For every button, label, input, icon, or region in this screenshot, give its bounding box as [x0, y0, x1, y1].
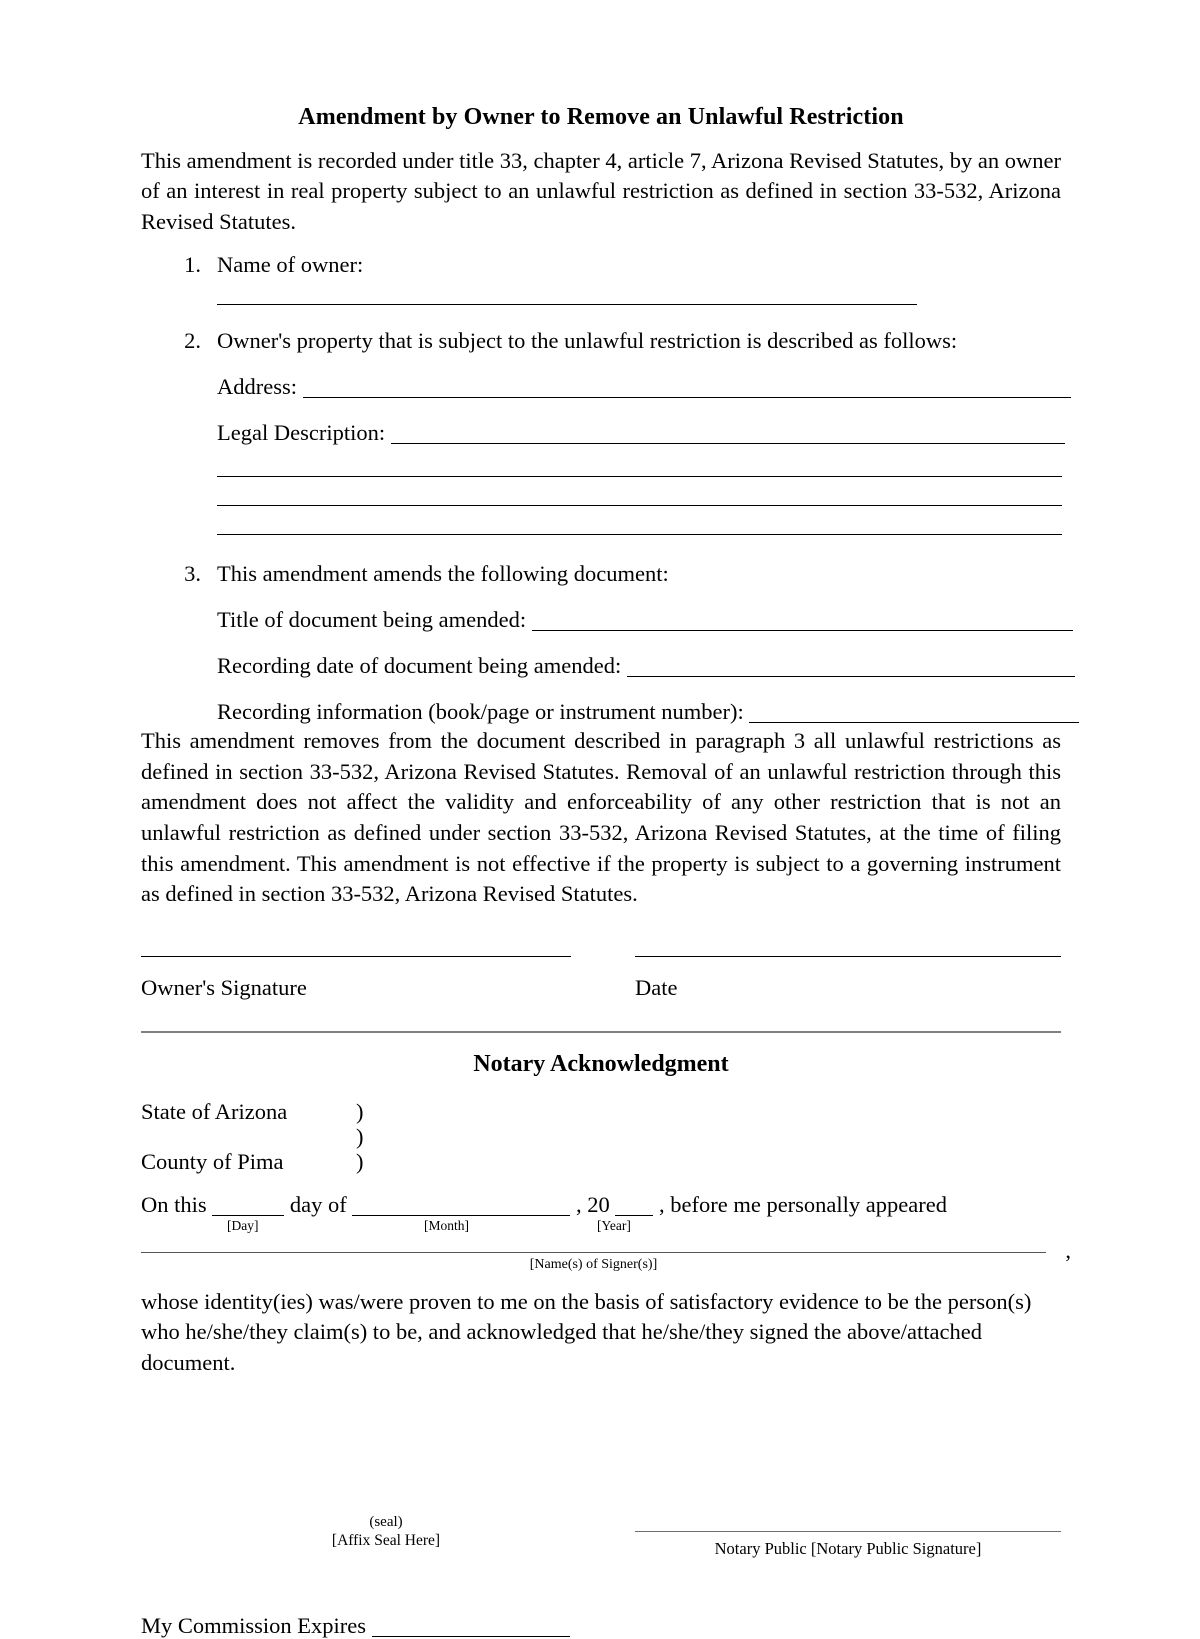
name-of-owner-input-line[interactable]: [217, 303, 917, 305]
commission-expires-row: [141, 1613, 1061, 1639]
legal-description-blank-line-2[interactable]: [217, 504, 1062, 506]
notary-public-label: Notary Public [Notary Public Signature]: [714, 1538, 982, 1558]
year-input-line[interactable]: [615, 1214, 653, 1216]
signature-area: [141, 956, 1061, 1001]
recording-information-row: [141, 698, 1061, 726]
commission-expires-label: My Commission Expires: [141, 1612, 367, 1638]
legal-description-blank-line-1[interactable]: [217, 475, 1062, 477]
document-body: [141, 103, 1071, 1639]
year-caption: [Year]: [597, 1217, 631, 1233]
before-me-label: , before me personally appeared: [659, 1191, 947, 1217]
month-caption: [Month]: [424, 1217, 469, 1233]
month-input-line[interactable]: [352, 1214, 570, 1216]
owner-signature-line[interactable]: [141, 956, 571, 957]
address-row: [141, 373, 1061, 401]
address-input-line[interactable]: [303, 396, 1071, 398]
commission-expires-input-line[interactable]: [372, 1635, 570, 1637]
title-of-document-label: Title of document being amended:: [217, 606, 527, 632]
venue-paren-2: ): [356, 1123, 364, 1149]
numbered-items-list: [141, 250, 1061, 356]
day-of-label: day of: [289, 1191, 347, 1217]
identity-paragraph: whose identity(ies) was/were proven to me on the basis of satisfactory evidence to be the person(s) who he/she/they claim(s) to be, and acknowledged that he/she/they signed the above/attached document.: [141, 1288, 1032, 1375]
owner-property-label: Owner's property that is subject to the unlawful restriction is described as follows:: [217, 328, 958, 354]
owner-signature-label: Owner's Signature: [141, 974, 307, 1000]
signer-name-input-line[interactable]: [141, 1252, 1046, 1253]
list-item-1: [141, 250, 1061, 309]
legal-description-input-line[interactable]: [391, 442, 1065, 444]
affix-seal-here-label: [Affix Seal Here]: [331, 1532, 441, 1550]
amends-document-label: This amendment amends the following document:: [217, 560, 669, 586]
list-item-3: [141, 559, 1061, 588]
county-label: County of Pima: [141, 1148, 284, 1174]
venue-paren-3: ): [356, 1148, 364, 1174]
legal-description-label: Legal Description:: [217, 420, 386, 446]
notary-acknowledgment-heading: Notary Acknowledgment: [473, 1050, 729, 1077]
recording-date-input-line[interactable]: [627, 675, 1075, 677]
item-number: 3.: [184, 560, 201, 586]
date-line[interactable]: [635, 956, 1061, 957]
legal-description-blank-line-3[interactable]: [217, 533, 1062, 535]
year-prefix-label: , 20: [576, 1191, 610, 1217]
numbered-items-list-continued: [141, 559, 1061, 588]
venue-paren-1: ): [356, 1098, 364, 1124]
recording-date-label: Recording date of document being amended:: [217, 652, 622, 678]
owner-signature-block: [141, 956, 571, 1001]
section-divider: [141, 1031, 1061, 1033]
seal-block: [286, 1513, 486, 1553]
item-number: 1.: [184, 251, 201, 277]
day-caption: [Day]: [227, 1217, 259, 1233]
removal-paragraph: This amendment removes from the document described in paragraph 3 all unlawful restrictions as defined in section 33-532, Arizona Revised Statutes. Removal of an unlawful restriction through this amendment does not affect the validity and enforceability of any other restriction that is not an unlawful restriction as defined under section 33-532, Arizona Revised Statutes, at the time of filing this amendment. This amendment is not effective if the property is subject to a governing instrument as defined in section 33-532, Arizona Revised Statutes.: [141, 728, 1061, 907]
on-this-label: On this: [141, 1191, 207, 1217]
address-label: Address:: [217, 374, 297, 400]
seal-word: (seal): [369, 1513, 403, 1530]
legal-description-row: [141, 419, 1061, 447]
title-of-document-input-line[interactable]: [532, 629, 1073, 631]
signer-caption: [Name(s) of Signer(s)]: [529, 1256, 658, 1272]
name-of-owner-label: Name of owner:: [217, 251, 364, 277]
date-field-captions: [141, 1218, 1061, 1238]
venue-block: [141, 1098, 1061, 1184]
day-input-line[interactable]: [212, 1214, 284, 1216]
date-block: [635, 956, 1061, 1001]
recording-information-label: Recording information (book/page or instrument number):: [217, 699, 744, 725]
signer-trailing-comma: ,: [1065, 1237, 1071, 1263]
page-title: Amendment by Owner to Remove an Unlawful Restriction: [298, 104, 904, 130]
signer-name-row: [141, 1237, 1071, 1263]
title-of-document-row: [141, 606, 1061, 634]
state-label: State of Arizona: [141, 1098, 288, 1124]
intro-paragraph: This amendment is recorded under title 33, chapter 4, article 7, Arizona Revised Statutes, by an owner of an interest in real property subject to an unlawful restriction as defined in section 33-532, Arizona Revised Statutes.: [141, 147, 1061, 234]
date-label: Date: [635, 974, 678, 1000]
recording-date-row: [141, 652, 1061, 680]
on-this-date-row: [141, 1192, 1061, 1218]
seal-and-notary-area: [141, 1513, 1061, 1609]
notary-public-signature-block: [635, 1531, 1061, 1559]
list-item-2: [141, 326, 1061, 355]
notary-public-signature-line[interactable]: [635, 1531, 1061, 1532]
item-number: 2.: [184, 328, 201, 354]
recording-information-input-line[interactable]: [749, 721, 1079, 723]
